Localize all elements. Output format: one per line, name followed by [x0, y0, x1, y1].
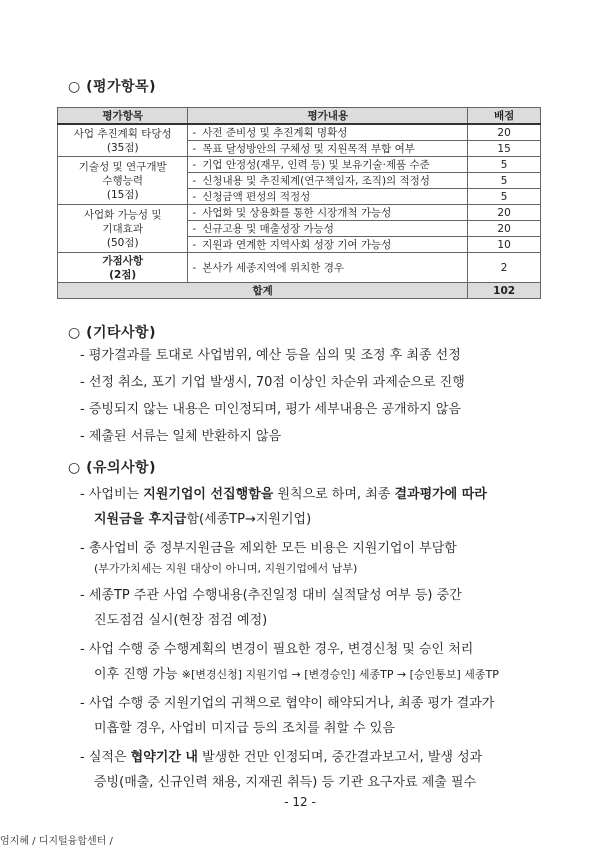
category-commercial — [58, 205, 188, 253]
table-cell-item: - 기업 안정성(재무, 인력 등) 및 보유기술·제품 수준 — [188, 157, 468, 173]
table-row — [58, 205, 541, 221]
notice-text: 발생한 건만 인정되며, 중간결과보고서, 발생 성과 — [197, 750, 483, 765]
table-cell-score: 20 — [468, 221, 541, 237]
notice-line — [80, 507, 550, 532]
category-points: (2점) — [109, 268, 137, 281]
category-name-2: 기대효과 — [102, 222, 143, 235]
category-plan — [58, 124, 188, 157]
category-tech — [58, 157, 188, 205]
table-cell-score: 5 — [468, 173, 541, 189]
header-content: 평가내용 — [188, 108, 468, 125]
list-item — [80, 536, 550, 579]
notice-line: 증빙(매출, 신규인력 채용, 지재권 취득) 등 기관 요구자료 제출 필수 — [94, 775, 477, 790]
table-cell-item: - 신청금액 편성의 적정성 — [188, 189, 468, 205]
category-points: (15점) — [106, 188, 139, 201]
notice-bold: 지원금을 후지급 — [94, 512, 187, 527]
table-cell-score: 10 — [468, 237, 541, 253]
notice-text: - 실적은 — [80, 750, 131, 765]
total-label: 합계 — [58, 283, 468, 299]
table-cell-item: - 사전 준비성 및 추진계획 명확성 — [188, 124, 468, 141]
list-item — [80, 745, 550, 795]
category-name-2: 수행능력 — [102, 174, 143, 187]
table-header-row — [58, 108, 541, 125]
list-item — [80, 482, 550, 532]
notice-bold: 지원기업이 선집행함을 — [143, 487, 274, 502]
evaluation-table — [57, 107, 541, 299]
table-cell-score: 5 — [468, 157, 541, 173]
list-item — [80, 637, 550, 687]
notice-text: - 사업 수행 중 수행계획의 변경이 필요한 경우, 변경신청 및 승인 처리 — [80, 642, 474, 657]
etc-section-title: ○ (기타사항) — [68, 325, 156, 341]
notice-text: - 사업비는 — [80, 487, 144, 502]
table-cell-score: 15 — [468, 141, 541, 157]
page-number: - 12 - — [284, 795, 316, 809]
category-points: (50점) — [106, 236, 139, 249]
category-name: 가점사항 — [102, 254, 143, 267]
list-item: - 제출된 서류는 일체 반환하지 않음 — [80, 429, 282, 444]
notice-list — [80, 482, 550, 799]
notice-text: 함(세종TP→지원기업) — [186, 512, 312, 527]
list-item: - 증빙되지 않는 내용은 미인정되며, 평가 세부내용은 공개하지 않음 — [80, 402, 461, 417]
table-cell-item: - 신청내용 및 추진체계(연구책임자, 조직)의 적정성 — [188, 173, 468, 189]
header-score: 배점 — [468, 108, 541, 125]
category-bonus — [58, 253, 188, 283]
notice-subnote: (부가가치세는 지원 대상이 아니며, 지원기업에서 납부) — [94, 562, 358, 575]
table-total-row — [58, 283, 541, 299]
eval-section-title: ○ (평가항목) — [68, 79, 156, 95]
table-row — [58, 124, 541, 141]
etc-list — [80, 346, 550, 454]
notice-text: 원칙으로 하며, 최종 — [273, 487, 395, 502]
table-cell-score: 20 — [468, 124, 541, 141]
notice-text: - 총사업비 중 정부지원금을 제외한 모든 비용은 지원기업이 부담함 — [80, 541, 457, 556]
header-category: 평가항목 — [58, 108, 188, 125]
table-cell-item: - 목표 달성방안의 구체성 및 지원목적 부합 여부 — [188, 141, 468, 157]
notice-text: - 세종TP 주관 사업 수행내용(추진일정 대비 실적달성 여부 등) 중간 — [80, 588, 462, 603]
category-name: 사업화 가능성 및 — [83, 208, 162, 221]
table-row — [58, 253, 541, 283]
total-score: 102 — [468, 283, 541, 299]
footer-text: 엄지혜 / 디지털융합센터 / — [0, 836, 113, 847]
list-item — [80, 583, 550, 633]
list-item: - 평가결과를 토대로 사업범위, 예산 등을 심의 및 조정 후 최종 선정 — [80, 348, 461, 363]
table-cell-score: 2 — [468, 253, 541, 283]
list-item: - 선정 취소, 포기 기업 발생시, 70점 이상인 차순위 과제순으로 진행 — [80, 375, 465, 390]
table-cell-item: - 신규고용 및 매출성장 가능성 — [188, 221, 468, 237]
category-points: (35점) — [106, 141, 139, 154]
table-row — [58, 157, 541, 173]
category-name: 기술성 및 연구개발 — [78, 160, 167, 173]
table-cell-score: 5 — [468, 189, 541, 205]
notice-section-title: ○ (유의사항) — [68, 460, 156, 476]
notice-flow: ※[변경신청] 지원기업 → [변경승인] 세종TP → [승인통보] 세종TP — [181, 668, 499, 681]
notice-bold: 협약기간 내 — [130, 750, 198, 765]
list-item — [80, 691, 550, 741]
table-cell-item: - 사업화 및 상용화를 통한 시장개척 가능성 — [188, 205, 468, 221]
category-name: 사업 추진계획 타당성 — [73, 127, 172, 140]
table-cell-item: - 본사가 세종지역에 위치한 경우 — [188, 253, 468, 283]
notice-line: 진도점검 실시(현장 점검 예정) — [94, 613, 268, 628]
notice-bold: 결과평가에 따라 — [394, 487, 487, 502]
notice-text: - 사업 수행 중 지원기업의 귀책으로 협약이 해약되거나, 최종 평가 결과가 — [80, 696, 495, 711]
table-cell-item: - 지원과 연계한 지역사회 성장 기여 가능성 — [188, 237, 468, 253]
table-cell-score: 20 — [468, 205, 541, 221]
notice-line: 이후 진행 가능 ※[변경신청] 지원기업 → [변경승인] 세종TP → [승인통보] 세종TP — [94, 667, 499, 682]
notice-line: 미흡할 경우, 사업비 미지급 등의 조치를 취할 수 있음 — [94, 721, 395, 736]
